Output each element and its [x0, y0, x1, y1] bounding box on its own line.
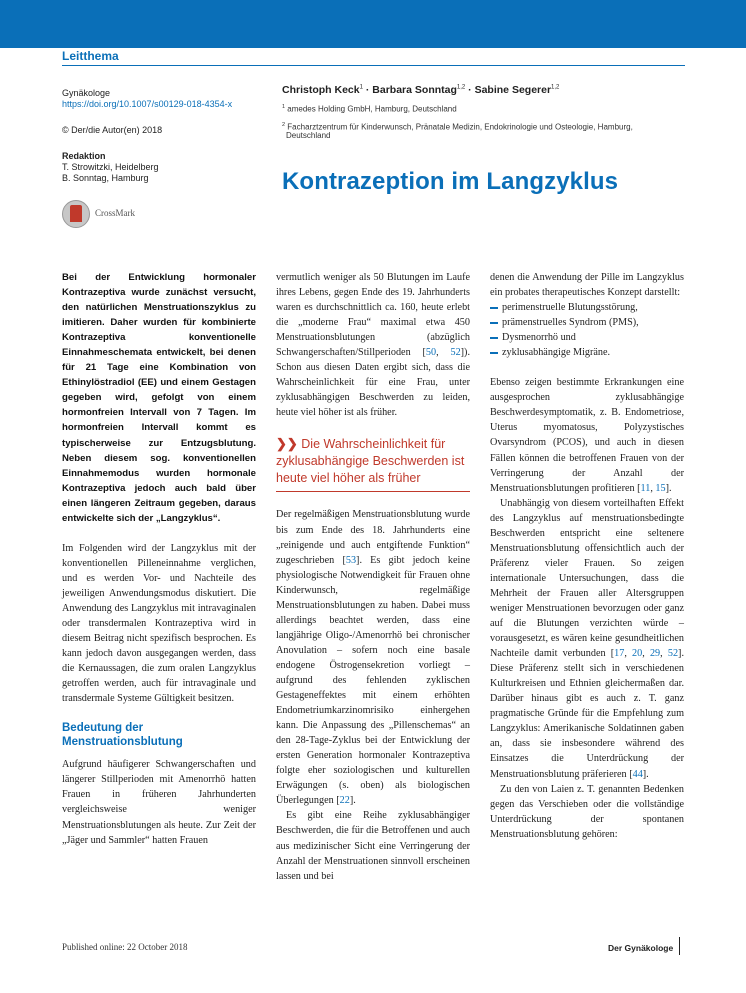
- citation-link[interactable]: 22: [339, 795, 350, 807]
- column-3: [490, 270, 684, 842]
- author-3: Sabine Segerer: [474, 84, 552, 96]
- copyright: © Der/die Autor(en) 2018: [62, 125, 163, 135]
- pull-quote: ❯❯ Die Wahrscheinlichkeit für zyklusabhängige Beschwerden ist heute viel höher als früher: [276, 435, 470, 492]
- citation-link[interactable]: 50: [425, 347, 437, 359]
- header-bar: [0, 0, 746, 48]
- dash-icon: [490, 322, 498, 324]
- body-paragraph: Es gibt eine Reihe zyklusabhängiger Beschwerden, die für die Betroffenen und auch aus medizinischer Sicht eine Verringerung der Anzahl der Menstruationen sinnvoll erscheinen lassen und bei: [276, 810, 470, 882]
- body-paragraph: Der regelmäßigen Menstruationsblutung wurde bis zum Ende des 18. Jahrhunderts eine „reinigende und auch entgiftende Funktion“ zugeschrieben [53]. Es gibt jedoch keine physiologische Notwendigkeit für Frauen ohne Kinderwunsch, regelmäßige Menstruationsblutungen zu haben. Dabei muss allerdings beachtet werden, dass eine langjährige Oligo-/Amenorrhö bei chronischer Anovulation – sofern noch eine basale endogene Östrogensekretion vorliegt – aufgrund des fehlenden zyklischen Gestageneffektes mit einem erhöhten Endometriumkarzinomrisiko einhergehen kann. Die Anpassung des „Pillenschemas“ an den 28-Tage-Zyklus bei der Entwicklung der ersten Generation hormonaler Kontrazeptiva folgte eher soziologischen und kulturellen Erwägungen (s. oben) als biologischen Überlegungen [22].: [276, 509, 470, 807]
- citation-link[interactable]: 20: [632, 648, 643, 660]
- citation-link[interactable]: 52: [450, 347, 461, 359]
- published-date: Published online: 22 October 2018: [62, 942, 188, 952]
- article-title: Kontrazeption im Langzyklus: [282, 168, 619, 195]
- column-1: [62, 270, 256, 848]
- body-paragraph: denen die Anwendung der Pille im Langzyklus ein probates therapeutisches Konzept darstellt:: [490, 272, 684, 299]
- footer-divider: [679, 937, 680, 955]
- section-label: Leitthema: [62, 49, 119, 63]
- doi-link[interactable]: [62, 99, 232, 110]
- citation-link[interactable]: 44: [632, 768, 643, 780]
- dash-icon: [490, 307, 498, 309]
- crossmark-badge[interactable]: [62, 200, 182, 230]
- author-list: [282, 84, 559, 96]
- body-paragraph: Ebenso zeigen bestimmte Erkrankungen eine ausgesprochen zyklusabhängige Beschwerdesymptomatik, z. B. Endometriose, Uterus myomatosus, Polyzystisches Ovarsyndrom (PCOS), und auch in diesen Fällen können die betroffenen Frauen von der Verringerung der Anzahl der Menstruationsblutungen profitieren [11, 15].: [490, 377, 684, 494]
- citation-link[interactable]: 15: [655, 482, 666, 494]
- section-rule: [62, 65, 685, 66]
- redaktion-title: Redaktion: [62, 151, 106, 161]
- author-1-aff: 1: [359, 84, 363, 91]
- author-sep: ·: [362, 84, 373, 96]
- section-heading: Bedeutung der Menstruationsblutung: [62, 722, 183, 749]
- redaktion-editor-1: T. Strowitzki, Heidelberg: [62, 162, 159, 172]
- journal-name: Gynäkologe: [62, 88, 111, 98]
- author-3-aff: 1,2: [551, 84, 560, 91]
- redaktion-editor-2: B. Sonntag, Hamburg: [62, 173, 149, 183]
- dash-icon: [490, 337, 498, 339]
- quote-arrow-icon: ❯❯: [276, 436, 298, 452]
- affiliation-2-cont: Deutschland: [286, 131, 331, 140]
- citation-link[interactable]: 52: [667, 648, 679, 660]
- body-paragraph: Unabhängig von diesem vorteilhaften Effekt des Langzyklus auf menstruationsbedingte Beschwerden entspricht eine seltenere Menstruationsblutung offensichtlich auch der Präferenz vieler Frauen. So zeigen internationale Untersuchungen, dass die Mehrheit der Frauen aller Altersgruppen weniger Menstruationen bevorzugen oder ganz auf die Blutungen verzichten würde – vorausgesetzt, es wären keine gesundheitlichen Nachteile damit verbunden [17, 20, 29, 52]. Diese Präferenz stellt sich in verschiedenen Kulturkreisen und Ethnien gleichermaßen dar. Darüber hinaus gibt es auch z. T. ganz pragmatische Gründe für die Empfehlung zum Langzyklus: Amerikanische Soldatinnen gaben an, dass sie insbesondere während des Einsatzes die Unterdrückung der Menstruationsblutung präferieren [44].: [490, 497, 684, 780]
- citation-link[interactable]: 17: [614, 648, 625, 660]
- intro-paragraph: Im Folgenden wird der Langzyklus mit der konventionellen Pilleneinnahme verglichen, und es werden Vor- und Nachteile des jeweiligen Anwendungsmodus diskutiert. Die Anwendung des Langzyklus mit intravaginalen oder transdermalen Kontrazeptiva wird in diesem Beitrag nicht spezifisch besprochen. Es kann jedoch davon ausgegangen werden, dass die Kernaussagen, die zum oralen Langzyklus getroffen werden, auch für intravaginale und transdermale Systeme Gültigkeit besitzen.: [62, 542, 256, 705]
- author-1: Christoph Keck: [282, 84, 360, 96]
- list-item: zyklusabhängige Migräne.: [490, 345, 684, 360]
- body-paragraph: Zu den von Laien z. T. genannten Bedenken gegen das Verschieben oder die vollständige Unterdrückung der spontanen Menstruationsblutung gehören:: [490, 783, 684, 840]
- affiliation-2: $^2$ Facharztzentrum für Kinderwunsch, Pränatale Medizin, Endokrinologie und Osteologie, Hamburg,: [282, 122, 633, 132]
- crossmark-label: CrossMark: [95, 208, 135, 218]
- citation-link[interactable]: 53: [345, 554, 357, 566]
- column-2: [276, 270, 470, 884]
- list-item: perimenstruelle Blutungsstörung,: [490, 300, 684, 315]
- body-paragraph: vermutlich weniger als 50 Blutungen im Laufe ihres Lebens, gegen Ende des 19. Jahrhunderts waren es durchschnittlich ca. 160, heute erlebt die „moderne Frau“ maximal etwa 450 Menstruationsblutungen (abzüglich Schwangerschaften/Stillperioden [50, 52]). Schon aus diesen Daten ergibt sich, dass die Wahrscheinlichkeit für eine Frau, unter zyklusabhängigen Beschwerden zu leiden, heute viel höher ist als früher.: [276, 272, 470, 419]
- author-2-aff: 1,2: [456, 84, 466, 91]
- citation-link[interactable]: 11: [640, 482, 651, 494]
- crossmark-icon: [62, 200, 90, 228]
- author-sep: ·: [465, 84, 475, 96]
- footer-journal: Der Gynäkologe: [608, 943, 674, 953]
- author-2: Barbara Sonntag: [372, 84, 457, 96]
- bullet-list: [490, 300, 684, 360]
- doi-link-text[interactable]: https://doi.org/10.1007/s00129-018-4354-x: [62, 99, 233, 109]
- list-item: Dysmenorrhö und: [490, 330, 684, 345]
- affiliation-1: $^1$ amedes Holding GmbH, Hamburg, Deutschland: [282, 104, 457, 114]
- dash-icon: [490, 352, 498, 354]
- body-paragraph: Aufgrund häufigerer Schwangerschaften und längerer Stillperioden mit Amenorrhö hatten Frauen in früheren Jahrhunderten vergleichsweise weniger Menstruationsblutungen als heute. Zur Zeit der „Jäger und Sammler“ hatten Frauen: [62, 759, 256, 846]
- abstract: Bei der Entwicklung hormonaler Kontrazeptiva wurde zunächst versucht, den natürlichen Menstruationszyklus zu imitieren. Daher wurden für kombinierte Kontrazeptiva konventionelle Einnahmeschemata entwickelt, bei denen für 21 Tage eine Kombination von Ethinylöstradiol (EE) und einem Gestagen gegeben wird, gefolgt von einem hormonfreien Intervall von 7 Tagen. Im hormonfreien Intervall kommt es typischerweise zur Entzugsblutung. Neben diesem sog. konventionellen Einnahmemodus wurden hormonale Kontrazeptiva jedoch auch bald über einen längeren Zeitraum gegeben, daraus entwickelte sich der „Langzyklus“.: [62, 272, 256, 524]
- list-item: prämenstruelles Syndrom (PMS),: [490, 315, 684, 330]
- citation-link[interactable]: 29: [649, 648, 661, 660]
